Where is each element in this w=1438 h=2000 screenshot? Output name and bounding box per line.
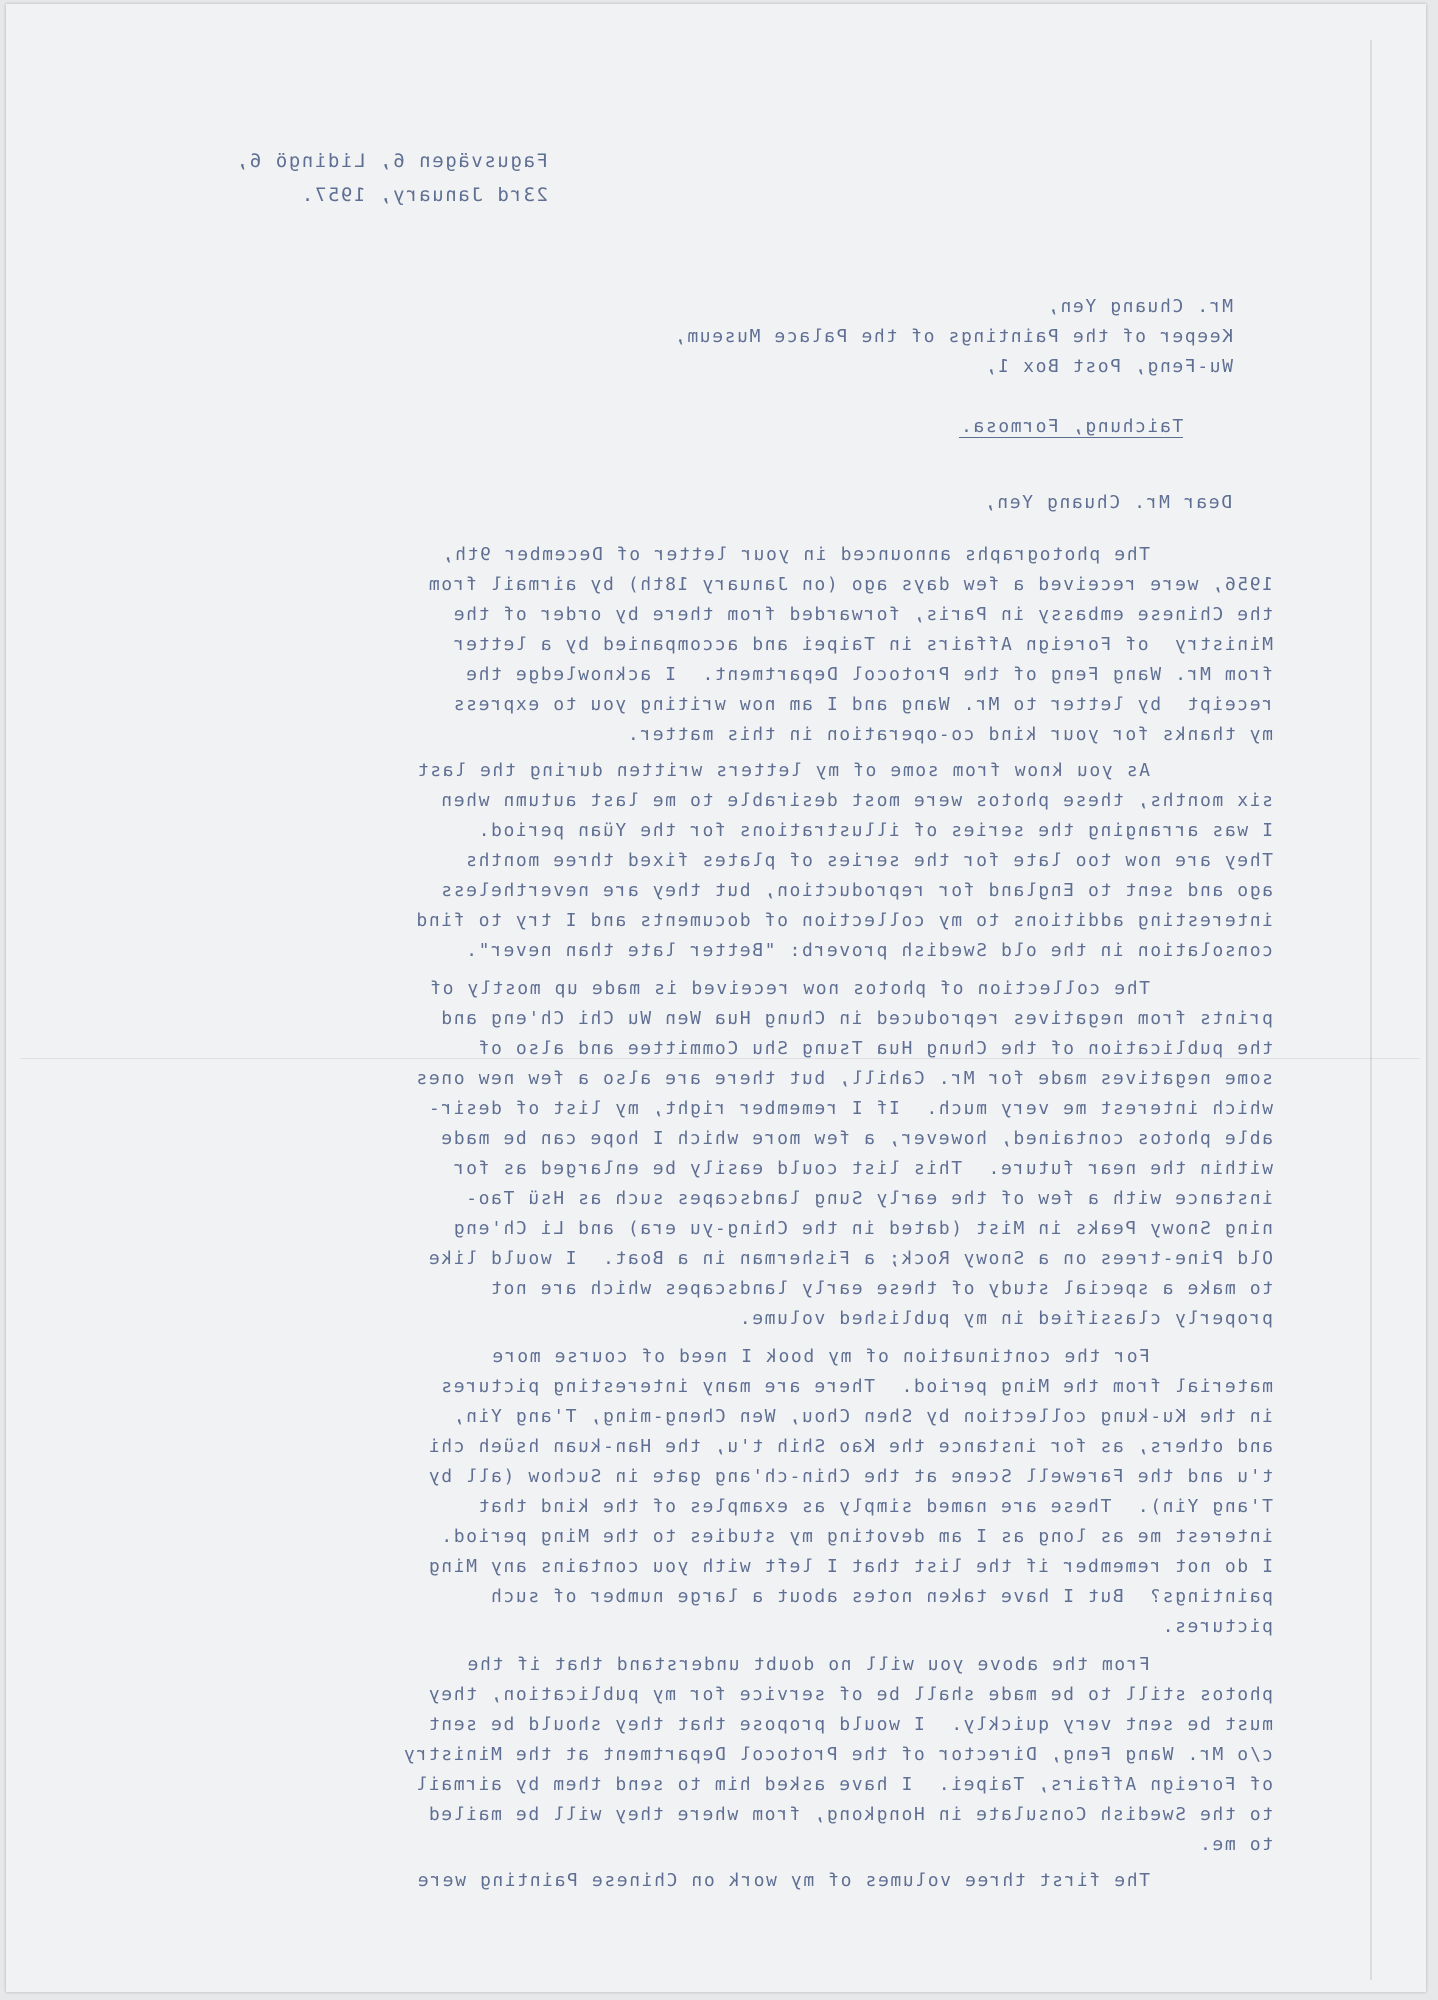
sender-address-line-1: Fagusvägen 6, Lidingö 6, xyxy=(235,150,548,172)
body-line: interesting additions to my collection of documents and I try to find xyxy=(414,910,1273,931)
body-line: For the continuation of my book I need of course more xyxy=(490,1346,1150,1367)
salutation: Dear Mr. Chuang Yen, xyxy=(983,492,1232,513)
recipient-line-2: Keeper of the Paintings of the Palace Museum, xyxy=(673,326,1233,347)
body-line: The collection of photos now received is made up mostly of xyxy=(428,978,1150,999)
body-line: able photos contained, however, a few more which I hope can be made xyxy=(439,1128,1273,1149)
body-line: I do not remember if the list that I left with you contains any Ming xyxy=(427,1556,1273,1577)
body-line: to make a special study of these early landscapes which are not xyxy=(489,1278,1273,1299)
body-line: consolation in the old Swedish proverb: "Better late than never". xyxy=(464,940,1273,961)
body-line: of Foreign Affairs, Taipei. I have asked him to send them by airmail xyxy=(414,1774,1273,1795)
body-line: receipt by letter to Mr. Wang and I am now writing you to express xyxy=(452,694,1273,715)
body-line: Old Pine-trees on a Snowy Rock; a Fisherman in a Boat. I would like xyxy=(427,1248,1273,1269)
recipient-line-3: Wu-Feng, Post Box 1, xyxy=(984,356,1233,377)
body-line: which interest me very much. If I remember right, my list of desir- xyxy=(427,1098,1273,1119)
body-line: ago and sent to England for reproduction, but they are nevertheless xyxy=(439,880,1273,901)
sender-address-line-2: 23rd January, 1957. xyxy=(300,184,548,206)
body-line: properly classified in my published volume. xyxy=(738,1308,1273,1329)
recipient-line-1: Mr. Chuang Yen, xyxy=(1046,296,1233,317)
body-line: The photographs announced in your letter of December 9th, xyxy=(441,544,1150,565)
paper-fold-edge xyxy=(1370,40,1372,1980)
body-line: They are now too late for the series of plates fixed three months xyxy=(464,850,1273,871)
body-line: ning Snowy Peaks in Mist (dated in the Ching-yu era) and Li Ch'eng xyxy=(452,1218,1273,1239)
body-line: six months, these photos were most desirable to me last autumn when xyxy=(439,790,1273,811)
body-line: instance with a few of the early Sung landscapes such as Hsü Tao- xyxy=(464,1188,1273,1209)
paper-crease xyxy=(20,1058,1420,1059)
body-line: Ministry of Foreign Affairs in Taipei and accompanied by a letter xyxy=(452,634,1273,655)
body-line: must be sent very quickly. I would propose that they should be sent xyxy=(427,1714,1273,1735)
body-line: and others, as for instance the Kao Shih t'u, the Han-kuan hsüeh chi xyxy=(427,1436,1273,1457)
body-line: interest me as long as I am devoting my studies to the Ming period. xyxy=(439,1526,1273,1547)
body-line: paintings? But I have taken notes about a large number of such xyxy=(489,1586,1273,1607)
body-line: From the above you will no doubt understand that if the xyxy=(465,1654,1150,1675)
body-line: photos still to be made shall be of service for my publication, they xyxy=(427,1684,1273,1705)
body-line: pictures. xyxy=(1161,1616,1273,1637)
body-line: As you know from some of my letters written during the last xyxy=(416,760,1150,781)
body-line: The first three volumes of my work on Chinese Painting were xyxy=(416,1870,1150,1891)
body-line: 1956, were received a few days ago (on January 18th) by airmail from xyxy=(427,574,1273,595)
body-line: from Mr. Wang Feng of the Protocol Department. I acknowledge the xyxy=(464,664,1273,685)
body-line: I was arranging the series of illustrations for the Yüan period. xyxy=(477,820,1273,841)
body-line: the Chinese embassy in Paris, forwarded from there by order of the xyxy=(452,604,1273,625)
body-line: t'u and the Farewell Scene at the Chin-ch'ang gate in Suchow (all by xyxy=(427,1466,1273,1487)
body-line: some negatives made for Mr. Cahill, but there are also a few new ones xyxy=(414,1068,1273,1089)
body-line: prints from negatives reproduced in Chung Hua Wen Wu Chi Ch'eng and xyxy=(439,1008,1273,1029)
body-line: material from the Ming period. There are many interesting pictures xyxy=(439,1376,1273,1397)
body-line: in the Ku-kung collection by Shen Chou, Wen Cheng-ming, T'ang Yin, xyxy=(452,1406,1273,1427)
body-line: T'ang Yin). These are named simply as examples of the kind that xyxy=(477,1496,1273,1517)
recipient-line-4 xyxy=(959,382,1233,437)
body-line: to me. xyxy=(1198,1834,1273,1855)
body-line: to the Swedish Consulate in Hongkong, from where they will be mailed xyxy=(427,1804,1273,1825)
body-line: the publication of the Chung Hua Tsung Shu Committee and also of xyxy=(477,1038,1273,1059)
body-line: c/o Mr. Wang Feng, Director of the Protocol Department at the Ministry xyxy=(402,1744,1273,1765)
body-line: within the near future. This list could easily be enlarged as for xyxy=(452,1158,1273,1179)
recipient-city-underlined: Taichung, Formosa. xyxy=(959,416,1184,437)
body-line: my thanks for your kind co-operation in this matter. xyxy=(626,724,1273,745)
